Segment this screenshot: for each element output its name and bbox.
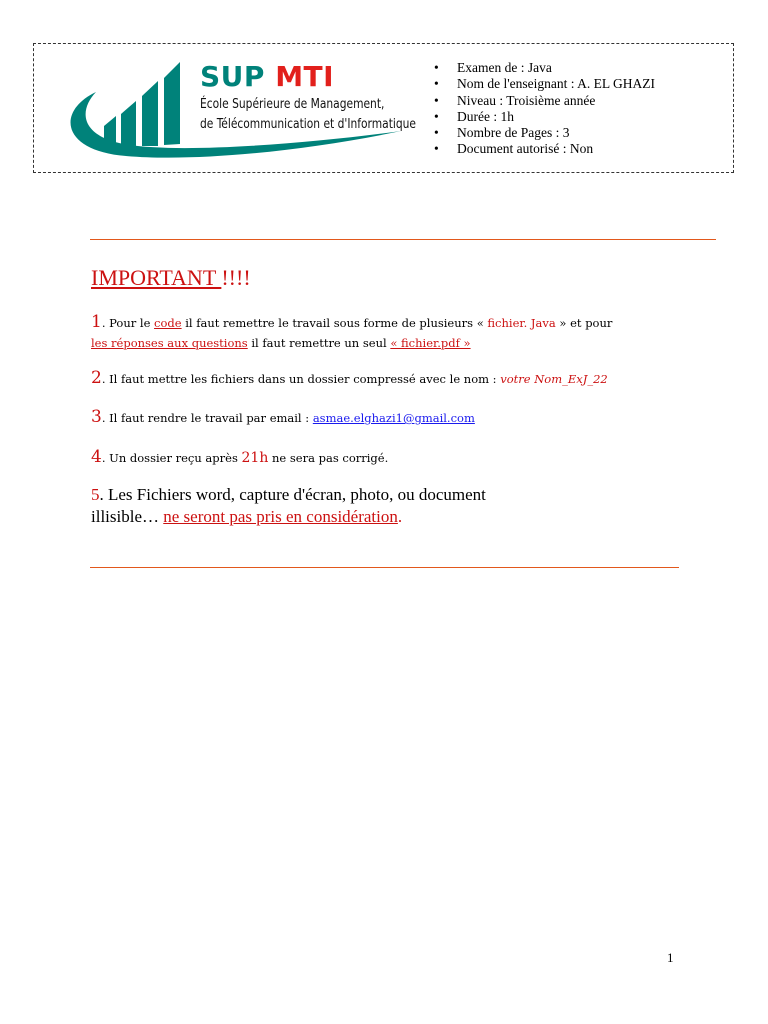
instruction-1: 1. Pour le code il faut remettre le travail sous forme de plusieurs « fichier. Java » et pour les réponses aux questions il faut remettre un seul « fichier.pdf » [91,312,613,350]
important-heading: IMPORTANT !!!! [91,265,251,290]
info-pages: • Nombre de Pages : 3 [434,125,655,141]
instruction-5: 5. Les Fichiers word, capture d'écran, photo, ou document illisible… ne seront pas pris en considération. [91,485,486,526]
exam-info-list [434,60,655,158]
instruction-4: 4. Un dossier reçu après 21h ne sera pas corrigé. [91,447,389,467]
info-teacher: • Nom de l'enseignant : A. EL GHAZI [434,76,655,92]
email-link[interactable]: asmae.elghazi1@gmail.com [312,411,475,425]
info-level: • Niveau : Troisième année [434,93,655,109]
instruction-3: 3. Il faut rendre le travail par email : asmae.elghazi1@gmail.com [91,407,475,427]
info-duration: • Durée : 1h [434,109,655,125]
logo-wordmark: SUP MTI [200,60,335,93]
exam-header-box [33,43,734,173]
logo-tagline-line1: École Supérieure de Management, [200,96,385,112]
info-documents: • Document autorisé : Non [434,141,655,157]
instruction-2: 2. Il faut mettre les fichiers dans un dossier compressé avec le nom : votre Nom_ExJ_22 [91,368,608,388]
info-exam: • Examen de : Java [434,60,655,76]
divider-top [90,239,716,240]
logo-tagline-line2: de Télécommunication et d'Informatique [200,116,416,132]
divider-bottom [90,567,679,568]
supmti-logo [56,56,416,168]
page-number: 1 [667,950,674,965]
